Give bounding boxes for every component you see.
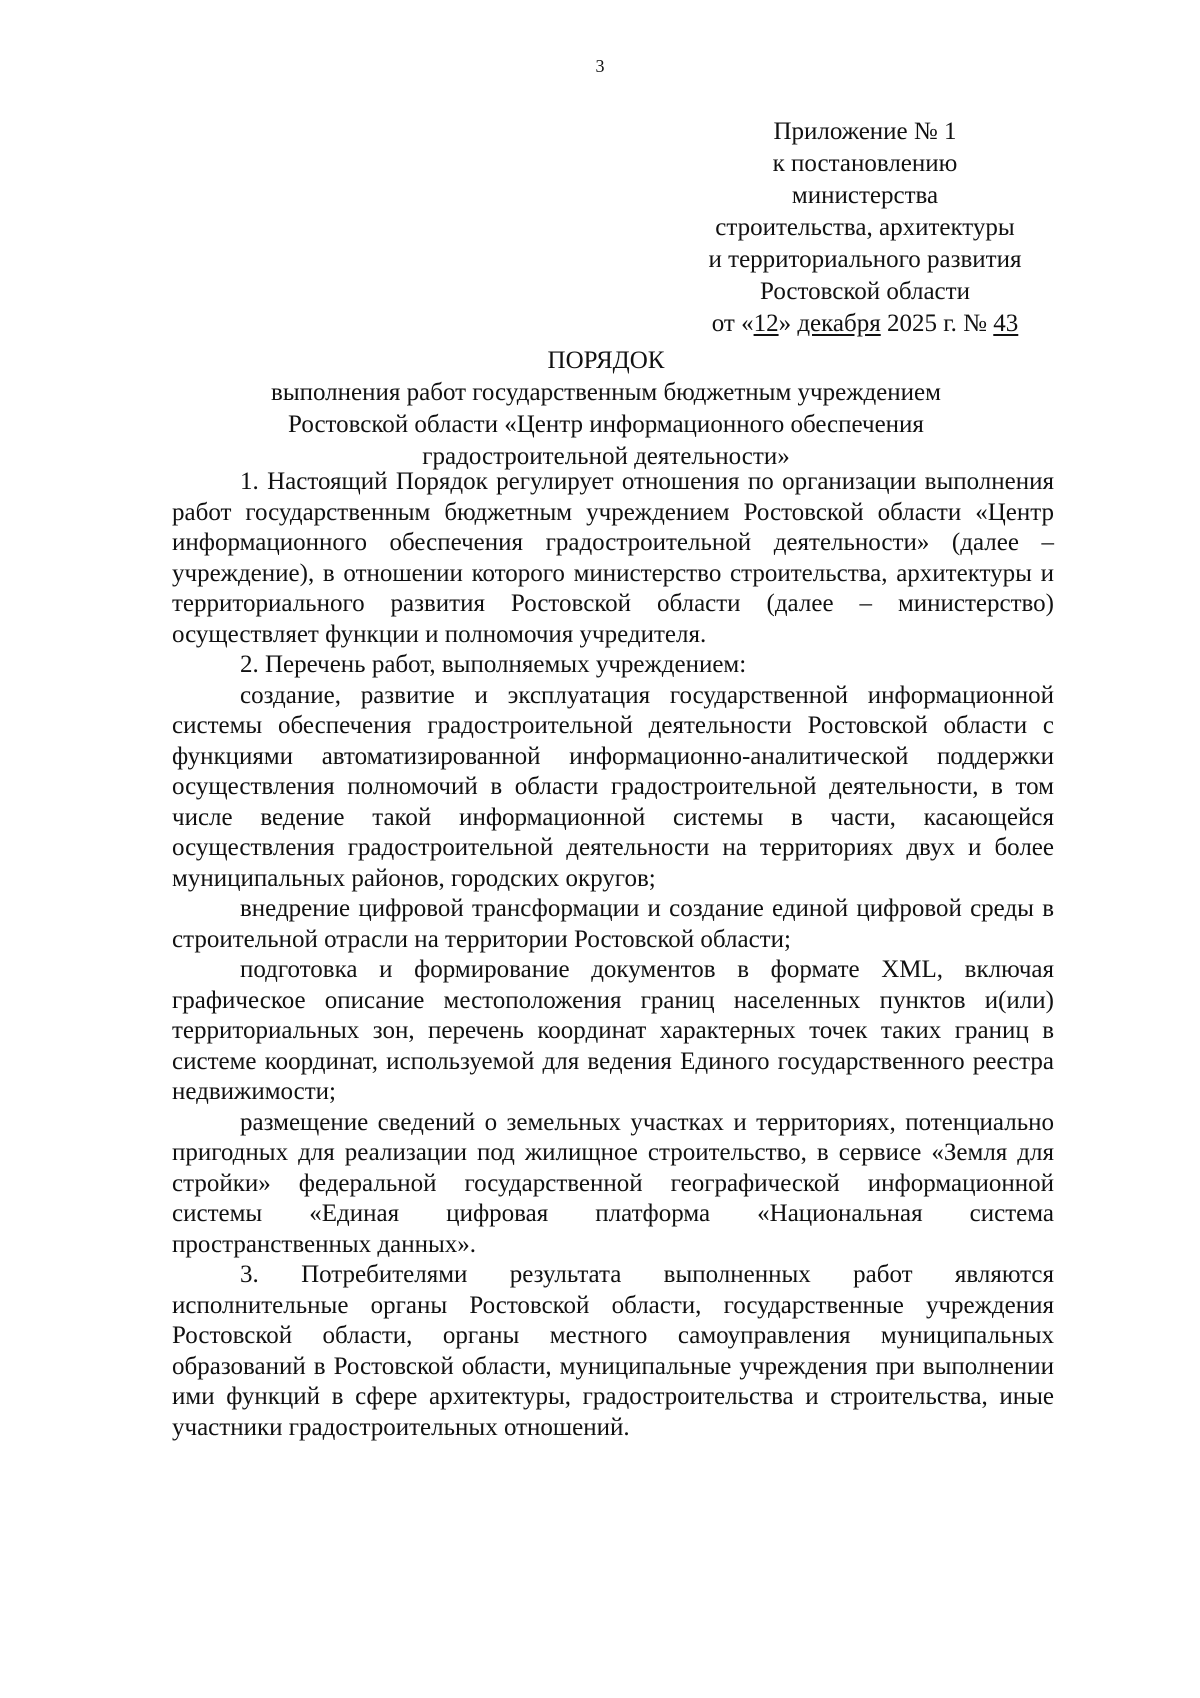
date-prefix: от « bbox=[711, 310, 754, 337]
title-line-3: градостроительной деятельности» bbox=[422, 443, 790, 470]
paragraph-2: 2. Перечень работ, выполняемых учреждением: bbox=[240, 651, 747, 678]
document-title bbox=[172, 345, 1040, 473]
document-number: 43 bbox=[993, 310, 1019, 337]
title-line-1: выполнения работ государственным бюджетным учреждением bbox=[271, 379, 941, 406]
document-body bbox=[172, 467, 1054, 1443]
date-separator: » bbox=[778, 310, 798, 337]
work-item-3: подготовка и формирование документов в формате XML, включая графическое описание местоположения границ населенных пунктов и(или) территориальных зон, перечень координат характерных точек таких границ в системе координат, используемой для ведения Единого государственного реестра недвижимости; bbox=[172, 956, 1054, 1105]
page-number: 3 bbox=[595, 56, 605, 76]
date-month: декабря bbox=[797, 310, 881, 337]
paragraph-3: 3. Потребителями результата выполненных работ являются исполнительные органы Ростовской области, государственные учреждения Ростовской области, органы местного самоуправления муниципальных образований в Ростовской области, муниципальные учреждения при выполнении ими функций в сфере архитектуры, градостроительства и строительства, иные участники градостроительных отношений. bbox=[172, 1261, 1054, 1441]
appendix-line-region: Ростовской области bbox=[760, 278, 970, 305]
work-item-4: размещение сведений о земельных участках и территориях, потенциально пригодных для реализации под жилищное строительство, в сервисе «Земля для стройки» федеральной государственной географической информационной системы «Единая цифровая платформа «Национальная система пространственных данных». bbox=[172, 1108, 1054, 1258]
paragraph-1: 1. Настоящий Порядок регулирует отношения по организации выполнения работ государственным бюджетным учреждением Ростовской области «Центр информационного обеспечения градостроительной деятельности» (далее – учреждение), в отношении которого министерство строительства, архитектуры и территориального развития Ростовской области (далее – министерство) осуществляет функции и полномочия учредителя. bbox=[172, 468, 1054, 648]
appendix-header bbox=[700, 116, 1030, 340]
appendix-number: Приложение № 1 bbox=[773, 118, 957, 145]
appendix-date-line bbox=[700, 308, 1030, 340]
work-item-1: создание, развитие и эксплуатация государственной информационной системы обеспечения градостроительной деятельности Ростовской области с функциями автоматизированной информационно-аналитической поддержки осуществления полномочий в области градостроительной деятельности, в том числе ведение такой информационной системы в части, касающейся осуществления градостроительной деятельности на территориях двух и более муниципальных районов, городских округов; bbox=[172, 681, 1054, 892]
title-line-2: Ростовской области «Центр информационного обеспечения bbox=[288, 411, 924, 438]
appendix-line-ministry: строительства, архитектуры bbox=[715, 214, 1015, 241]
date-day: 12 bbox=[753, 310, 779, 337]
appendix-line-development: и территориального развития bbox=[708, 246, 1022, 273]
work-item-2: внедрение цифровой трансформации и создание единой цифровой среды в строительной отрасли на территории Ростовской области; bbox=[172, 895, 1054, 953]
appendix-line-resolution: к постановлению министерства bbox=[772, 150, 958, 209]
title-heading: ПОРЯДОК bbox=[547, 347, 665, 374]
date-year: 2025 г. № bbox=[880, 310, 994, 337]
